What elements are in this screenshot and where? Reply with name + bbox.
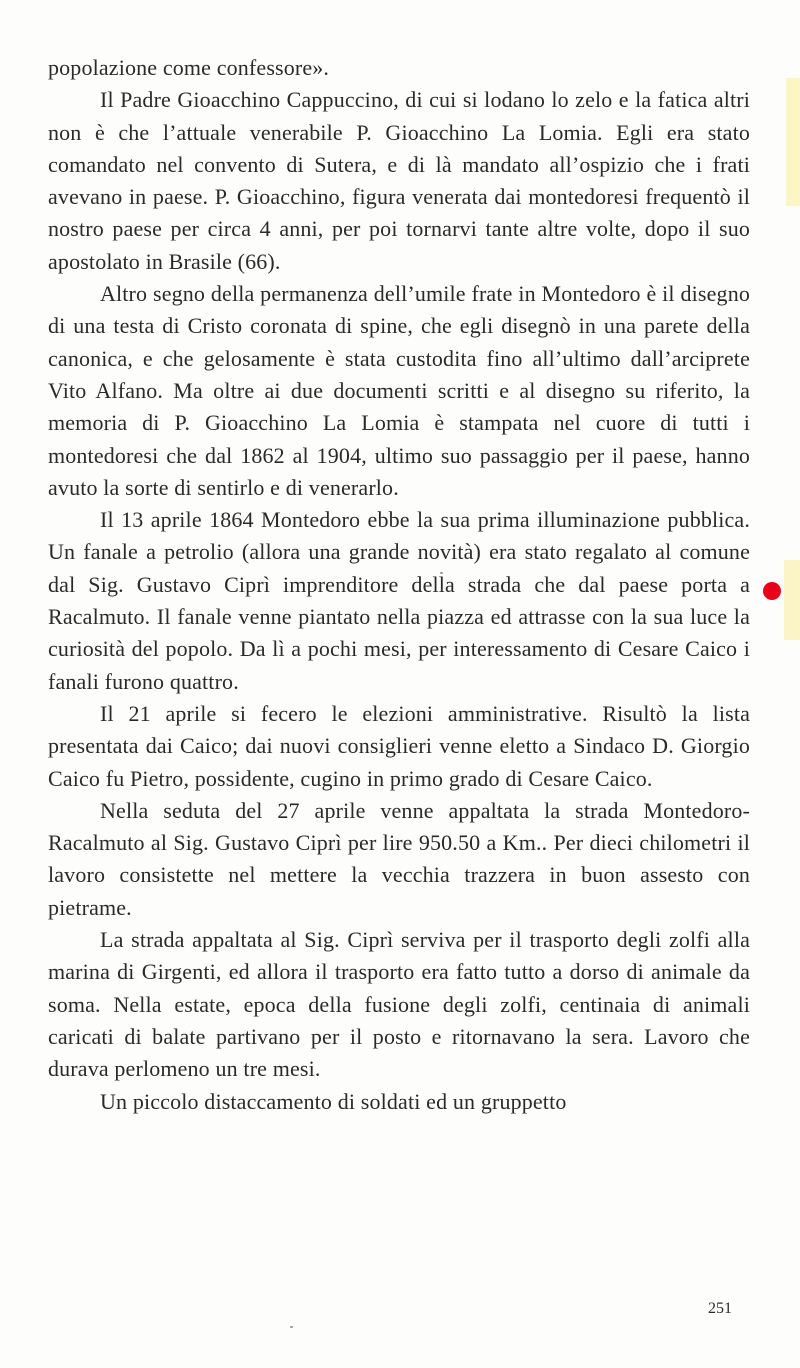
paragraph: Un piccolo distaccamento di soldati ed un gruppetto <box>100 1088 567 1114</box>
paragraph: Altro segno della permanenza dell’umile frate in Montedoro è il disegno di una testa di Cristo coronata di spine, che egli disegnò in una parete della canonica, e che gelosamente è stata custodita fino all’ultimo dall’arciprete Vito Alfano. Ma oltre ai due documenti scritti e al disegno su riferito, la memoria di P. Gioacchino La Lomia è stampata nel cuore di tutti i montedoresi che dal 1862 al 1904, ultimo suo passaggio per il paese, hanno avuto la sorte di sentirlo e di venerarlo. <box>48 281 750 500</box>
print-speck <box>290 1326 293 1328</box>
yellow-tab-marker-2 <box>784 560 800 640</box>
body-text <box>48 52 750 1118</box>
paragraph: Il 13 aprile 1864 Montedoro ebbe la sua prima illuminazione pubblica. Un fanale a petrolio (allora una grande novità) era stato regalato al comune dal Sig. Gustavo Ciprì imprenditore della strada che dal paese porta a Racalmuto. Il fanale venne piantato nella piazza ed attrasse con la sua luce la curiosità del popolo. Da lì a pochi mesi, per interessamento di Cesare Caico i fanali furono quattro. <box>48 507 750 694</box>
red-dot-marker <box>763 582 781 600</box>
yellow-tab-marker <box>786 78 800 206</box>
paragraph: popolazione come confessore». <box>48 55 330 80</box>
page-number: 251 <box>708 1300 732 1317</box>
paragraph: Il Padre Gioacchino Cappuccino, di cui si lodano lo zelo e la fatica altri non è che l’attuale venerabile P. Gioacchino La Lomia. Egli era stato comandato nel convento di Sutera, e di là mandato all’ospizio che i frati avevano in paese. P. Gioacchino, figura venerata dai montedoresi frequentò il nostro paese per circa 4 anni, per poi tornarvi tante altre volte, dopo il suo apostolato in Brasile (66). <box>48 87 750 274</box>
paragraph: Il 21 aprile si fecero le elezioni amministrative. Risultò la lista presentata dai Caico; dai nuovi consiglieri venne eletto a Sindaco D. Giorgio Caico fu Pietro, possidente, cugino in primo grado di Cesare Caico. <box>48 700 750 791</box>
paragraph: La strada appaltata al Sig. Ciprì serviva per il trasporto degli zolfi alla marina di Girgenti, ed allora il trasporto era fatto tutto a dorso di animale da soma. Nella estate, epoca della fusione degli zolfi, centinaia di animali caricati di balate partivano per il posto e ritornavano la sera. Lavoro che durava perlomeno un tre mesi. <box>48 927 750 1082</box>
paragraph: Nella seduta del 27 aprile venne appaltata la strada Montedoro-Racalmuto al Sig. Gustavo Ciprì per lire 950.50 a Km.. Per dieci chilometri il lavoro consistette nel mettere la vecchia trazzera in buon assesto con pietrame. <box>48 797 750 920</box>
